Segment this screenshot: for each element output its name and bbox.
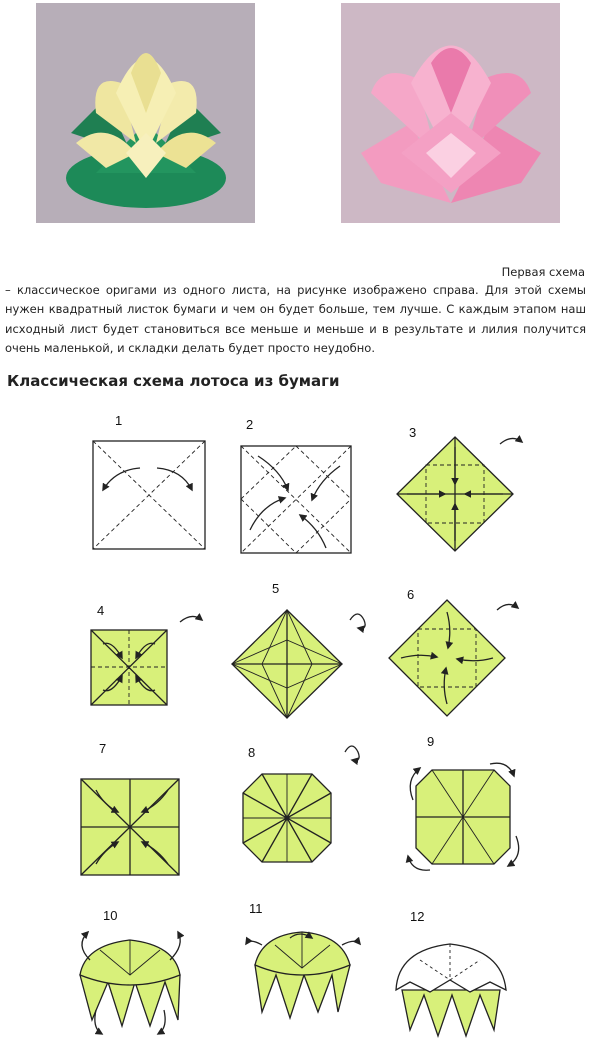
step-number: 10 — [103, 908, 118, 923]
step-number: 6 — [407, 587, 415, 602]
step-1 — [93, 441, 205, 549]
step-number: 1 — [115, 413, 123, 428]
step-number: 8 — [248, 745, 256, 760]
step-11 — [246, 932, 360, 1018]
step-number: 12 — [410, 909, 425, 924]
yellow-lotus-photo — [36, 3, 255, 223]
step-number: 5 — [272, 581, 280, 596]
step-number: 11 — [249, 901, 263, 916]
step-8 — [243, 746, 359, 862]
diagram-title: Классическая схема лотоса из бумаги — [7, 372, 340, 390]
step-number: 2 — [246, 417, 254, 432]
step-12 — [396, 944, 506, 1036]
step-number: 4 — [97, 603, 105, 618]
folding-steps-diagram — [0, 400, 591, 1060]
step-number: 9 — [427, 734, 435, 749]
step-10 — [80, 932, 180, 1034]
step-number: 3 — [409, 425, 417, 440]
step-9 — [408, 763, 519, 870]
step-4 — [91, 616, 202, 705]
intro-paragraph: – классическое оригами из одного листа, на рисунке изображено справа. Для этой схемы нужен квадратный листок бумаги и чем он будет больше, тем лучше. С каждым этапом наш исходный лист будет становиться все меньше и меньше и в результате и лилия получится очень маленькой, и складки делать будет просто неудобно. — [5, 283, 586, 356]
step-number: 7 — [99, 741, 107, 756]
step-6 — [389, 600, 518, 716]
step-3 — [397, 437, 522, 551]
caption-heading: Первая схема — [501, 265, 585, 279]
step-5 — [232, 610, 365, 718]
pink-lotus-photo — [341, 3, 560, 223]
step-7 — [81, 779, 179, 875]
step-2 — [241, 446, 351, 553]
